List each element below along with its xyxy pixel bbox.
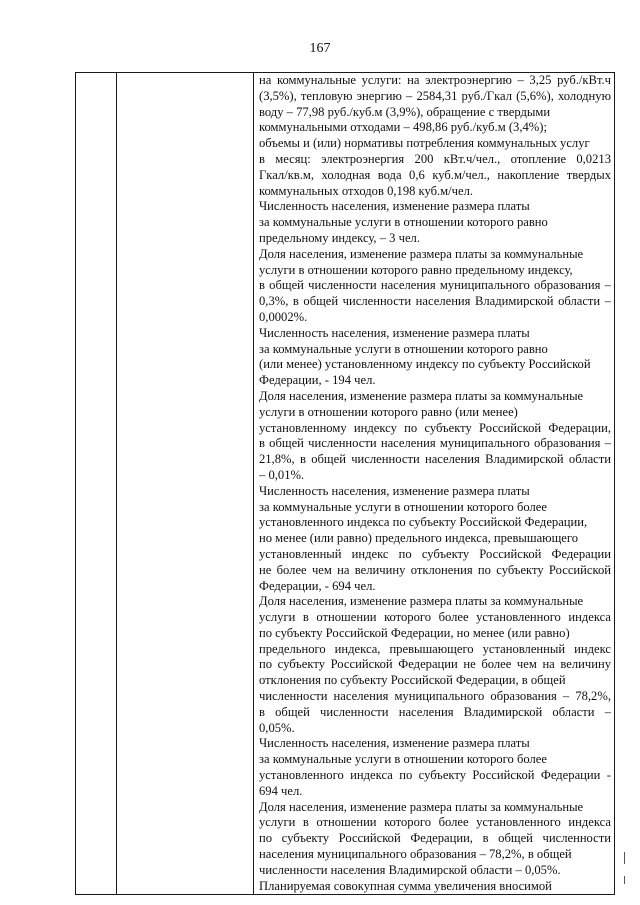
text-line: услуги в отношении которого равно предельному индексу, — [259, 262, 573, 277]
text-line: Доля населения, изменение размера платы за коммунальные — [259, 799, 584, 814]
text-line: по субъекту Российской Федерации, в общей численности — [259, 831, 611, 846]
page-number: 167 — [309, 41, 331, 56]
table-cell-number — [76, 73, 117, 895]
text-line: объемы и (или) нормативы потребления коммунальных услуг — [259, 136, 590, 151]
text-line: Доля населения, изменение размера платы за коммунальные — [259, 246, 584, 261]
text-line: 0,0002%. — [259, 309, 308, 324]
scan-margin-mark — [624, 852, 625, 864]
text-line: 21,8%, в общей численности населения Владимирской области — [259, 452, 611, 467]
text-line: установленного индекса по субъекту Российской Федерации, — [259, 515, 588, 530]
text-line: в месяц: электроэнергия 200 кВт.ч/чел., отопление 0,0213 — [259, 151, 611, 166]
text-line: Доля населения, изменение размера платы за коммунальные — [259, 594, 584, 609]
text-line: установленный индекс по субъекту Российской Федерации — [259, 546, 611, 561]
text-line: численности населения муниципального образования – 78,2%, — [259, 689, 611, 704]
table-cell-indicator — [117, 73, 254, 895]
text-line: в общей численности населения муниципального образования – — [259, 436, 611, 451]
description-text — [254, 73, 614, 894]
text-line: услуги в отношении которого равно (или менее) — [259, 404, 518, 419]
text-line: – 0,01%. — [259, 467, 305, 482]
text-line: за коммунальные услуги в отношении которого более — [259, 499, 547, 514]
text-line: установленному индексу по субъекту Российской Федерации, — [259, 420, 611, 435]
text-line: Численность населения, изменение размера платы — [259, 483, 530, 498]
text-line: за коммунальные услуги в отношении которого более — [259, 752, 547, 767]
text-line: Федерации, - 194 чел. — [259, 373, 376, 388]
text-line: Численность населения, изменение размера платы — [259, 325, 530, 340]
text-line: 0,05%. — [259, 720, 295, 735]
text-line: 694 чел. — [259, 783, 303, 798]
text-line: (или менее) установленному индексу по субъекту Российской — [259, 357, 591, 372]
text-line: Планируемая совокупная сумма увеличения вносимой — [259, 878, 552, 893]
text-line: Численность населения, изменение размера платы — [259, 736, 530, 751]
text-line: по субъекту Российской Федерации, но менее (или равно) — [259, 625, 570, 640]
text-line: отклонения по субъекту Российской Федерации, в общей — [259, 673, 566, 688]
text-line: Численность населения, изменение размера платы — [259, 199, 530, 214]
text-line: Гкал/кв.м, холодная вода 0,6 куб.м/чел., накопление твердых — [259, 167, 611, 182]
text-line: установленного индекса по субъекту Российской Федерации - — [259, 768, 611, 783]
text-line: услуги в отношении которого более установленного индекса — [259, 815, 611, 830]
text-line: но менее (или равно) предельного индекса, превышающего — [259, 531, 579, 546]
text-line: услуги в отношении которого более установленного индекса — [259, 610, 611, 625]
text-line: коммунальными отходами – 498,86 руб./куб.м (3,4%); — [259, 120, 547, 135]
text-line: 0,3%, в общей численности населения Владимирской области – — [259, 294, 611, 309]
text-line: коммунальных отходов 0,198 куб.м/чел. — [259, 183, 474, 198]
text-line: в общей численности населения муниципального образования – — [259, 278, 611, 293]
text-line: (3,5%), тепловую энергию – 2584,31 руб./Гкал (5,6%), холодную — [259, 88, 611, 103]
text-line: населения муниципального образования – 78,2%, в общей — [259, 847, 572, 862]
text-line: не более чем на величину отклонения по субъекту Российской — [259, 562, 611, 577]
text-line: воду – 77,98 руб./куб.м (3,9%), обращение с твердыми — [259, 104, 551, 119]
scan-margin-mark — [624, 876, 625, 884]
text-line: предельному индексу, – 3 чел. — [259, 230, 420, 245]
text-line: Доля населения, изменение размера платы за коммунальные — [259, 388, 584, 403]
text-line: по субъекту Российской Федерации не более чем на величину — [259, 657, 611, 672]
text-line: численности населения Владимирской области – 0,05%. — [259, 862, 561, 877]
text-line: предельного индекса, превышающего установленный индекс — [259, 641, 611, 656]
text-line: на коммунальные услуги: на электроэнергию – 3,25 руб./кВт.ч — [259, 73, 611, 87]
table-row — [76, 73, 615, 895]
table-cell-description — [254, 73, 615, 895]
text-line: за коммунальные услуги в отношении которого равно — [259, 215, 548, 230]
text-line: за коммунальные услуги в отношении которого равно — [259, 341, 548, 356]
text-line: в общей численности населения Владимирской области – — [259, 704, 611, 719]
text-line: Федерации, - 694 чел. — [259, 578, 376, 593]
document-table — [75, 72, 615, 895]
